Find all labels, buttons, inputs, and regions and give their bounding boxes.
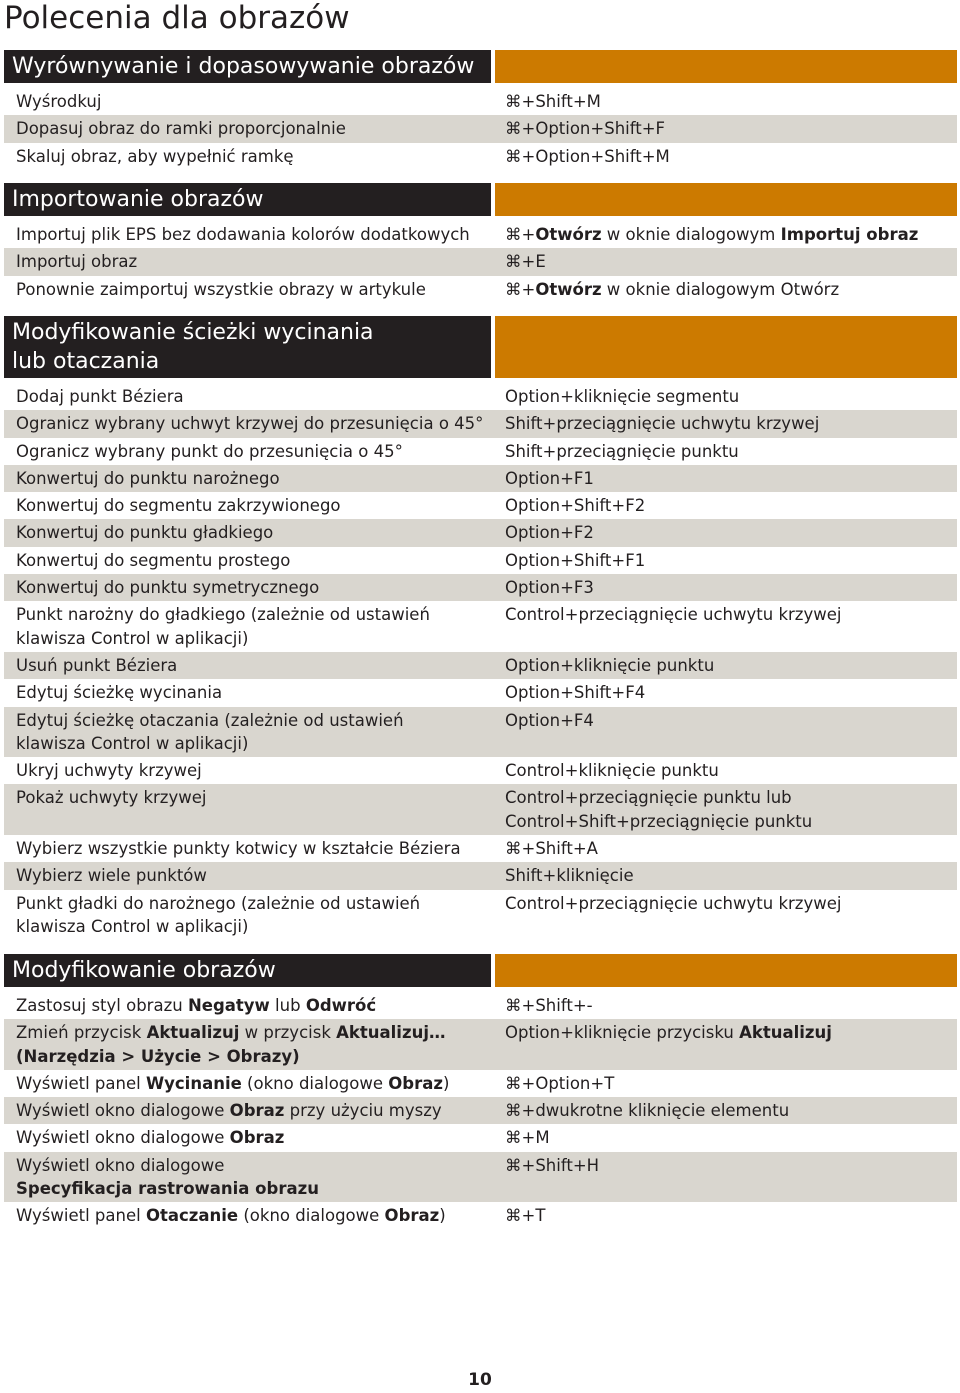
command-cell [4, 248, 493, 275]
command-cell [4, 438, 493, 465]
text: ) [439, 1206, 446, 1226]
shortcut-cell [493, 1019, 957, 1070]
shortcut-cell [493, 784, 957, 835]
command-cell [4, 410, 493, 437]
shortcut-row [4, 890, 957, 941]
text-line [505, 440, 957, 463]
text-line [16, 786, 493, 809]
text-line [16, 576, 493, 599]
text-line [16, 549, 493, 572]
text-line [505, 603, 957, 626]
command-cell [4, 601, 493, 652]
bold-text: Obraz [229, 1128, 285, 1148]
shortcut-row [4, 383, 957, 410]
text: Pokaż uchwyty krzywej [16, 788, 207, 808]
command-cell [4, 1097, 493, 1124]
text-line [16, 1154, 493, 1177]
shortcut-cell [493, 1070, 957, 1097]
text: Wyświetl okno dialogowe [16, 1101, 230, 1121]
text: Ogranicz wybrany uchwyt krzywej do przesunięcia o 45° [16, 414, 484, 434]
command-cell [4, 1070, 493, 1097]
text: w przycisk [239, 1023, 337, 1043]
text: Dodaj punkt Béziera [16, 387, 184, 406]
text: Option+F3 [505, 578, 594, 598]
section-heading [4, 183, 491, 216]
accent-bar [495, 50, 957, 83]
text: (okno dialogowe [238, 1206, 385, 1226]
text: Punkt narożny do gładkiego (zależnie od ustawień [16, 605, 430, 625]
text: klawisza Control w aplikacji) [16, 628, 249, 648]
text-line [16, 440, 493, 463]
text: Importuj plik EPS bez dodawania kolorów dodatkowych [16, 225, 470, 244]
heading-line: Wyrównywanie i dopasowywanie obrazów [12, 54, 475, 79]
command-cell [4, 1202, 493, 1229]
command-cell [4, 707, 493, 758]
text: ⌘+dwukrotne kliknięcie elementu [505, 1101, 790, 1121]
text: Wyświetl panel [16, 1073, 146, 1093]
bold-text: Obraz [388, 1073, 443, 1093]
text-line [505, 1154, 957, 1177]
text: przy użyciu myszy [284, 1101, 442, 1121]
text-line [16, 1045, 493, 1068]
shortcut-cell [493, 601, 957, 652]
text: ) [442, 1073, 450, 1093]
shortcut-cell [493, 410, 957, 437]
text-line [505, 223, 957, 246]
text-line [505, 145, 957, 168]
heading-line: Modyfikowanie obrazów [12, 958, 276, 983]
text-line [505, 681, 957, 704]
text-line [505, 654, 957, 677]
shortcut-row [4, 992, 957, 1019]
text: ⌘+Shift+M [505, 92, 601, 111]
command-cell [4, 992, 493, 1019]
text-line [16, 681, 493, 704]
text-line [505, 837, 957, 860]
shortcut-row [4, 601, 957, 652]
bold-text: Wycinanie [145, 1073, 242, 1093]
text-line [505, 709, 957, 732]
bold-text: Negatyw [187, 996, 270, 1015]
shortcut-cell [493, 1124, 957, 1151]
text: Konwertuj do punktu symetrycznego [16, 578, 320, 598]
text: ⌘+Option+T [505, 1073, 615, 1093]
shortcut-row [4, 652, 957, 679]
bold-text: Obraz [229, 1101, 285, 1121]
section-heading [4, 316, 491, 378]
section-clipping-path [4, 316, 957, 940]
text-line [505, 1072, 957, 1095]
shortcut-list [4, 383, 957, 940]
page-number: 10 [468, 1370, 492, 1390]
text: (okno dialogowe [241, 1073, 389, 1093]
text: Control+przeciągnięcie uchwytu krzywej [505, 893, 842, 913]
text: Importuj obraz [16, 252, 138, 272]
text: Wyświetl panel [16, 1206, 146, 1226]
text: ⌘+E [505, 252, 546, 272]
text-line [16, 654, 493, 677]
bold-text: Otwórz [535, 225, 602, 244]
shortcut-row [4, 1202, 957, 1229]
text: Usuń punkt Béziera [16, 655, 178, 675]
shortcut-cell [493, 992, 957, 1019]
text-line [505, 892, 957, 915]
text-line [16, 759, 493, 782]
text-line [16, 603, 493, 626]
accent-bar [495, 183, 957, 216]
section-header [4, 954, 957, 987]
shortcut-cell [493, 465, 957, 492]
shortcut-cell [493, 519, 957, 546]
shortcut-row [4, 707, 957, 758]
text-line [16, 915, 493, 938]
bold-text: (Narzędzia > Użycie > Obrazy) [16, 1046, 300, 1066]
shortcut-cell [493, 221, 957, 248]
text: Control+przeciągnięcie uchwytu krzywej [505, 605, 842, 625]
section-modify-images [4, 954, 957, 1230]
command-cell [4, 652, 493, 679]
text: Edytuj ścieżkę otaczania (zależnie od ustawień [16, 710, 404, 730]
text-line [16, 223, 493, 246]
section-import [4, 183, 957, 303]
text: Option+F2 [505, 523, 594, 543]
text: lub [269, 996, 306, 1015]
command-cell [4, 890, 493, 941]
command-cell [4, 221, 493, 248]
text-line [16, 90, 493, 113]
bold-text: Otaczanie [145, 1206, 239, 1226]
text: Ogranicz wybrany punkt do przesunięcia o 45° [16, 441, 403, 461]
shortcut-cell [493, 652, 957, 679]
section-header [4, 50, 957, 83]
heading-line: Modyfikowanie ścieżki wycinania [12, 320, 374, 345]
text-line [505, 90, 957, 113]
shortcut-cell [493, 88, 957, 115]
shortcut-row [4, 1152, 957, 1203]
text-line [16, 412, 493, 435]
text-line [16, 250, 493, 273]
text: ⌘+Shift+- [505, 996, 593, 1015]
text-line [16, 892, 493, 915]
command-cell [4, 465, 493, 492]
command-cell [4, 784, 493, 835]
shortcut-cell [493, 835, 957, 862]
command-cell [4, 88, 493, 115]
shortcut-list [4, 992, 957, 1230]
bold-text: Odwróć [305, 996, 377, 1015]
shortcut-cell [493, 492, 957, 519]
command-cell [4, 835, 493, 862]
text: klawisza Control w aplikacji) [16, 916, 249, 936]
command-cell [4, 547, 493, 574]
shortcut-row [4, 88, 957, 115]
shortcut-cell [493, 438, 957, 465]
text: Konwertuj do segmentu prostego [16, 550, 291, 570]
text-line [505, 786, 957, 809]
shortcut-cell [493, 547, 957, 574]
text: Control+kliknięcie punktu [505, 761, 719, 781]
shortcut-row [4, 1070, 957, 1097]
shortcut-row [4, 248, 957, 275]
shortcut-cell [493, 707, 957, 758]
text-line [505, 494, 957, 517]
text: Shift+przeciągnięcie punktu [505, 441, 739, 461]
command-cell [4, 519, 493, 546]
text: Option+F1 [505, 468, 594, 488]
text-line [16, 385, 493, 408]
text: ⌘+ [505, 279, 536, 299]
text: Option+kliknięcie przycisku [505, 1023, 740, 1043]
bold-text: Specyfikacja rastrowania obrazu [16, 1179, 319, 1199]
text-line [16, 1204, 493, 1227]
text: ⌘+M [505, 1128, 550, 1148]
shortcut-cell [493, 143, 957, 170]
shortcut-row [4, 784, 957, 835]
text: ⌘+Shift+A [505, 839, 598, 859]
text: Option+Shift+F1 [505, 550, 646, 570]
text-line [505, 810, 957, 833]
text: Option+Shift+F4 [505, 683, 646, 703]
text: w oknie dialogowym Otwórz [601, 279, 840, 299]
text-line [505, 1021, 957, 1044]
text-line [16, 994, 493, 1017]
text-line [505, 549, 957, 572]
text: Wybierz wiele punktów [16, 866, 207, 886]
text: Ponownie zaimportuj wszystkie obrazy w artykule [16, 279, 426, 299]
bold-text: Obraz [384, 1206, 440, 1226]
text-line [16, 1126, 493, 1149]
text: Zastosuj styl obrazu [16, 996, 188, 1015]
command-cell [4, 574, 493, 601]
command-cell [4, 1019, 493, 1070]
text: Option+kliknięcie segmentu [505, 387, 740, 406]
shortcut-cell [493, 115, 957, 142]
shortcut-row [4, 519, 957, 546]
text-line [505, 117, 957, 140]
shortcut-row [4, 492, 957, 519]
text-line [505, 278, 957, 301]
text: Option+Shift+F2 [505, 496, 646, 516]
shortcut-list [4, 221, 957, 303]
shortcut-row [4, 679, 957, 706]
command-cell [4, 1152, 493, 1203]
text-line [505, 994, 957, 1017]
shortcut-row [4, 438, 957, 465]
text-line [505, 759, 957, 782]
shortcut-cell [493, 276, 957, 303]
section-align-fit [4, 50, 957, 170]
shortcut-row [4, 115, 957, 142]
heading-line: Importowanie obrazów [12, 187, 264, 212]
text-line [16, 1177, 493, 1200]
text: Option+kliknięcie punktu [505, 655, 715, 675]
accent-bar [495, 316, 957, 378]
command-cell [4, 115, 493, 142]
text: ⌘+ [505, 225, 536, 244]
section-heading [4, 50, 491, 83]
text: Wyświetl okno dialogowe [16, 1128, 230, 1148]
command-cell [4, 862, 493, 889]
text-line [505, 521, 957, 544]
shortcut-cell [493, 1202, 957, 1229]
text: Control+Shift+przeciągnięcie punktu [505, 811, 813, 831]
shortcut-row [4, 835, 957, 862]
text: w oknie dialogowym [601, 225, 781, 244]
page-title: Polecenia dla obrazów [4, 0, 350, 36]
shortcut-cell [493, 679, 957, 706]
command-cell [4, 1124, 493, 1151]
bold-text: Aktualizuj [146, 1023, 240, 1043]
shortcut-row [4, 465, 957, 492]
shortcut-cell [493, 383, 957, 410]
shortcut-cell [493, 890, 957, 941]
text-line [16, 145, 493, 168]
shortcut-row [4, 862, 957, 889]
text: Ukryj uchwyty krzywej [16, 761, 202, 781]
section-header [4, 183, 957, 216]
text-line [16, 709, 493, 732]
text-line [16, 117, 493, 140]
shortcut-row [4, 547, 957, 574]
text: ⌘+Shift+H [505, 1155, 600, 1175]
bold-text: Aktualizuj [739, 1023, 832, 1043]
text-line [505, 1204, 957, 1227]
shortcut-row [4, 410, 957, 437]
shortcut-cell [493, 248, 957, 275]
text: Shift+kliknięcie [505, 866, 634, 886]
command-cell [4, 679, 493, 706]
command-cell [4, 757, 493, 784]
shortcut-cell [493, 757, 957, 784]
text-line [16, 494, 493, 517]
command-cell [4, 492, 493, 519]
text: Wybierz wszystkie punkty kotwicy w kształcie Béziera [16, 839, 461, 859]
text-line [16, 627, 493, 650]
text: Wyświetl okno dialogowe [16, 1155, 225, 1175]
command-cell [4, 276, 493, 303]
text-line [16, 732, 493, 755]
shortcut-row [4, 221, 957, 248]
text-line [505, 864, 957, 887]
text-line [16, 521, 493, 544]
text-line [16, 837, 493, 860]
text: Edytuj ścieżkę wycinania [16, 683, 223, 703]
text: Konwertuj do segmentu zakrzywionego [16, 496, 341, 516]
text-line [16, 1072, 493, 1095]
text: Zmień przycisk [16, 1023, 147, 1043]
text-line [16, 467, 493, 490]
accent-bar [495, 954, 957, 987]
text-line [16, 1099, 493, 1122]
bold-text: Importuj obraz [780, 225, 919, 244]
shortcut-row [4, 574, 957, 601]
text-line [16, 1021, 493, 1044]
shortcut-row [4, 1019, 957, 1070]
shortcut-row [4, 1124, 957, 1151]
section-header [4, 316, 957, 378]
shortcut-list [4, 88, 957, 170]
shortcut-cell [493, 862, 957, 889]
shortcut-cell [493, 574, 957, 601]
shortcut-cell [493, 1097, 957, 1124]
command-cell [4, 383, 493, 410]
text: Punkt gładki do narożnego (zależnie od ustawień [16, 893, 421, 913]
text: Option+F4 [505, 710, 594, 730]
text: Shift+przeciągnięcie uchwytu krzywej [505, 414, 820, 434]
heading-line: lub otaczania [12, 349, 160, 374]
text: Dopasuj obraz do ramki proporcjonalnie [16, 119, 346, 139]
text: Wyśrodkuj [16, 92, 102, 111]
text: Konwertuj do punktu gładkiego [16, 523, 274, 543]
shortcut-cell [493, 1152, 957, 1203]
command-cell [4, 143, 493, 170]
text-line [505, 467, 957, 490]
text: Control+przeciągnięcie punktu lub [505, 788, 792, 808]
text: ⌘+Option+Shift+M [505, 146, 670, 166]
text: ⌘+T [505, 1206, 546, 1226]
text: Konwertuj do punktu narożnego [16, 468, 280, 488]
text-line [505, 1126, 957, 1149]
shortcut-row [4, 1097, 957, 1124]
text-line [505, 576, 957, 599]
text: Skaluj obraz, aby wypełnić ramkę [16, 146, 294, 166]
text-line [505, 385, 957, 408]
text: ⌘+Option+Shift+F [505, 119, 666, 139]
text-line [505, 1099, 957, 1122]
bold-text: Aktualizuj… [336, 1023, 446, 1043]
shortcut-row [4, 143, 957, 170]
section-heading [4, 954, 491, 987]
bold-text: Otwórz [535, 279, 602, 299]
shortcut-row [4, 757, 957, 784]
text: klawisza Control w aplikacji) [16, 733, 249, 753]
shortcut-row [4, 276, 957, 303]
text-line [505, 250, 957, 273]
text-line [505, 412, 957, 435]
text-line [16, 278, 493, 301]
text-line [16, 864, 493, 887]
